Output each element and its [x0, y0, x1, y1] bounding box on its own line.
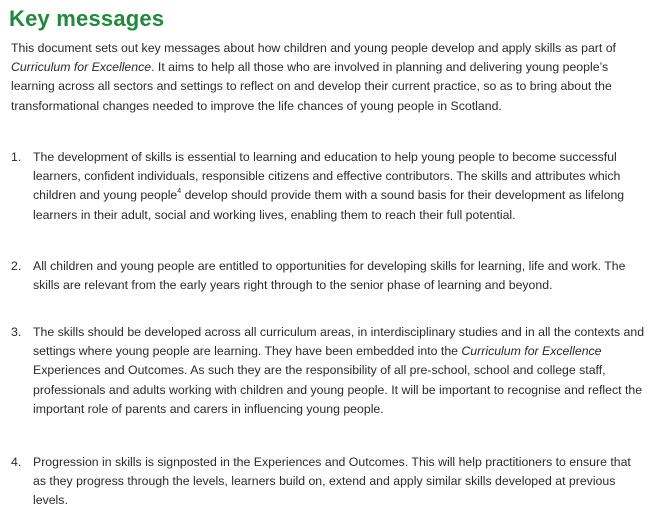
list-item-number: 1.	[11, 150, 22, 164]
item-text-part1: The development of skills is essential to learning and education to help young people to become successful learners, confident individuals, responsible citizens and effective contributors. The skills and attributes which children and young people	[33, 150, 621, 203]
list-item-text	[33, 148, 646, 225]
item-text-part2: develop should provide them with a sound basis for their development as lifelong learners in their adult, social and working lives, enabling them to reach their full potential.	[33, 188, 625, 222]
list-item	[11, 453, 646, 511]
page-title: Key messages	[9, 6, 165, 31]
list-item-text: Progression in skills is signposted in the Experiences and Outcomes. This will help practitioners to ensure that as they progress through the levels, learners build on, extend and apply similar skills developed at previous levels.	[33, 455, 631, 508]
intro-paragraph	[11, 39, 646, 116]
intro-italic-title: Curriculum for Excellence	[11, 60, 152, 75]
list-item-number: 3.	[11, 325, 22, 339]
item-text-part2: Experiences and Outcomes. As such they are the responsibility of all pre-school, school and college staff, professionals and adults working with children and young people. It will be important to recognise and reflect the important role of parents and carers in influencing young people.	[33, 363, 643, 416]
list-item	[11, 148, 646, 245]
footnote-marker: 4	[177, 188, 182, 196]
intro-text-part1: This document sets out key messages about how children and young people develop and apply skills as part of	[11, 41, 616, 55]
list-item-text: All children and young people are entitled to opportunities for developing skills for learning, life and work. The skills are relevant from the early years right through to the senior phase of learning and beyond.	[33, 259, 626, 293]
item-italic-title: Curriculum for Excellence	[461, 344, 602, 359]
item-text-part1: The skills should be developed across all curriculum areas, in interdisciplinary studies and in all the contexts and settings where young people are learning. They have been embedded into the	[33, 325, 645, 359]
list-item	[11, 323, 646, 440]
list-item	[11, 257, 646, 315]
list-item-text	[33, 323, 646, 419]
list-item-number: 4.	[11, 455, 22, 469]
list-item-number: 2.	[11, 259, 22, 273]
intro-text-part2: . It aims to help all those who are involved in planning and delivering young people’s learning across all sectors and settings to reflect on and develop their current practice, so as to bring about the transformational changes needed to improve the life chances of young people in Scotland.	[11, 60, 612, 113]
